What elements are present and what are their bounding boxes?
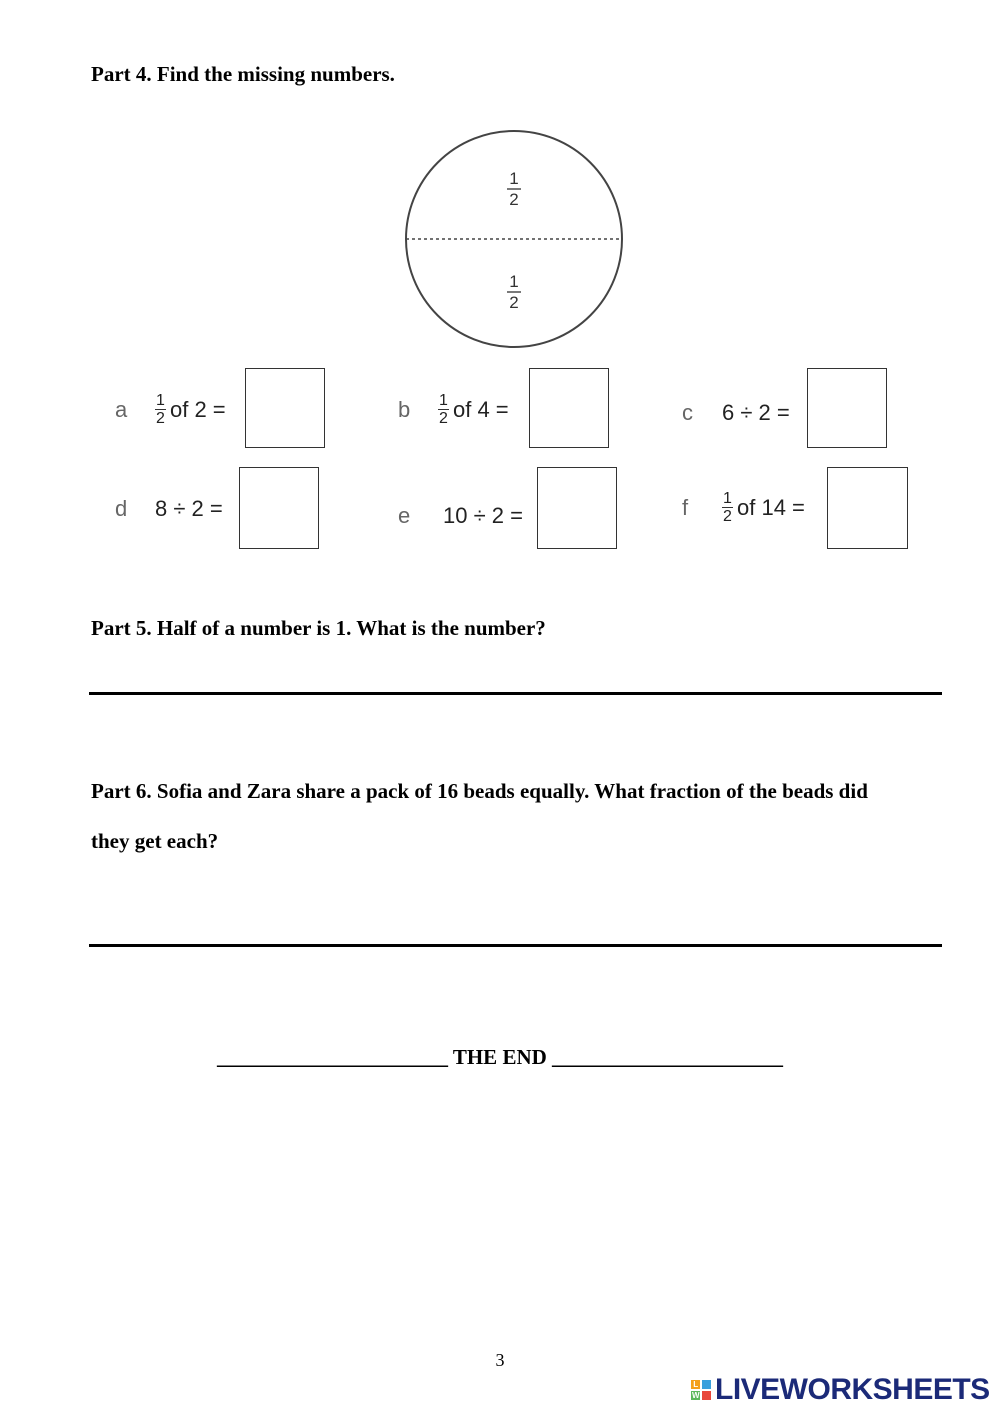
part6-heading-line1: Part 6. Sofia and Zara share a pack of 16 beads equally. What fraction of the beads did (91, 779, 868, 803)
problem-letter: f (682, 494, 689, 520)
circle-top-den: 2 (509, 190, 519, 209)
circle-top-num: 1 (509, 169, 519, 188)
problem-c (682, 400, 790, 426)
problem-b (398, 393, 509, 426)
problem-letter: b (398, 396, 411, 422)
problem-letter: e (398, 503, 411, 528)
problem-e (398, 503, 523, 529)
problem-expression: of 2 = (170, 396, 226, 422)
problem-letter: d (115, 496, 128, 521)
part6-heading-line2: they get each? (91, 829, 219, 853)
problem-expression: 8 ÷ 2 = (155, 496, 223, 521)
half-circle-diagram (400, 124, 630, 356)
fraction-half: $\frac{1}{2}$ (156, 392, 165, 427)
problem-expression: of 4 = (453, 396, 509, 422)
answer-box-f[interactable] (827, 467, 908, 549)
page-number: 3 (495, 1350, 505, 1370)
part5-heading: Part 5. Half of a number is 1. What is the number? (91, 616, 546, 640)
logo-text: LIVEWORKSHEETS (715, 1373, 990, 1406)
the-end-line: ______________________ THE END ______________________ (216, 1045, 784, 1069)
part4-heading: Part 4. Find the missing numbers. (91, 62, 395, 86)
problem-expression: of 14 = (737, 494, 805, 520)
circle-bottom-den: 2 (509, 293, 519, 312)
problem-letter: c (682, 400, 693, 425)
problem-a (115, 393, 226, 426)
part6-answer-line[interactable] (89, 944, 942, 947)
answer-box-c[interactable] (807, 368, 887, 448)
circle-bottom-num: 1 (509, 272, 519, 291)
answer-box-d[interactable] (239, 467, 319, 549)
liveworksheets-logo (691, 1374, 990, 1406)
logo-mark-icon: L W (691, 1380, 711, 1400)
fraction-half: $\frac{1}{2}$ (439, 392, 448, 427)
answer-box-b[interactable] (529, 368, 609, 448)
problem-expression: 6 ÷ 2 = (722, 400, 790, 425)
answer-box-e[interactable] (537, 467, 617, 549)
part5-answer-line[interactable] (89, 692, 942, 695)
problem-letter: a (115, 396, 128, 422)
problem-d (115, 496, 223, 522)
fraction-half: $\frac{1}{2}$ (723, 490, 732, 525)
answer-box-a[interactable] (245, 368, 325, 448)
problem-expression: 10 ÷ 2 = (443, 503, 523, 528)
problem-f (682, 491, 805, 524)
